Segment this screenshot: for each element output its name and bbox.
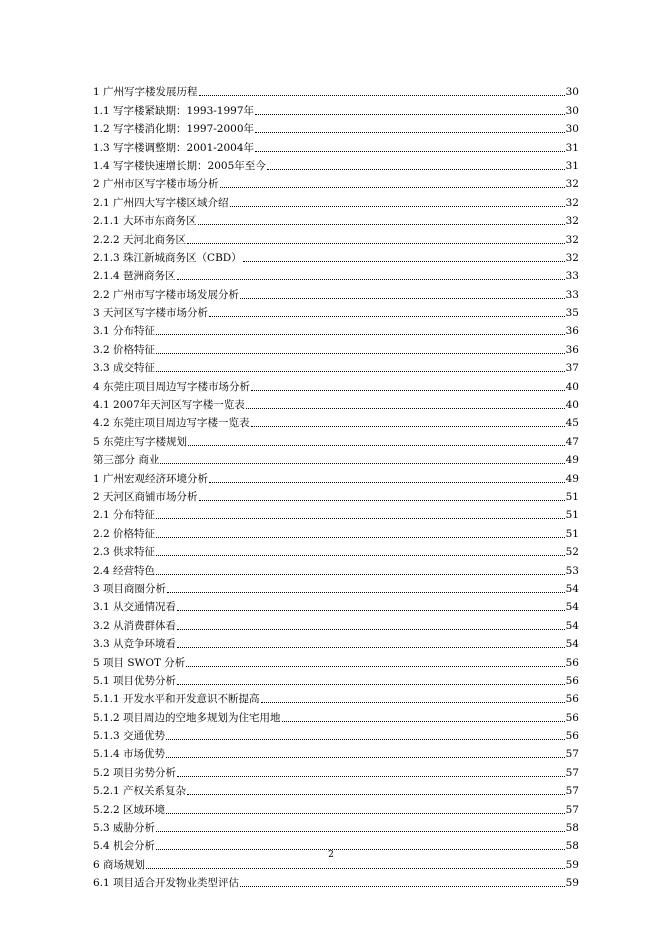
toc-entry[interactable] [93, 521, 579, 539]
toc-entry[interactable] [93, 135, 579, 153]
toc-dot-leader [177, 279, 565, 280]
toc-dot-leader [255, 114, 565, 115]
toc-dot-leader [166, 739, 565, 740]
toc-dot-leader [251, 390, 565, 391]
toc-entry[interactable] [93, 632, 579, 650]
toc-entry[interactable] [93, 742, 579, 760]
toc-entry[interactable] [93, 246, 579, 264]
toc-entry[interactable] [93, 337, 579, 355]
toc-entry-page: 40 [565, 380, 579, 393]
toc-entry-page: 56 [565, 674, 579, 687]
toc-entry-title: 2.3 供求特征 [93, 546, 156, 559]
toc-entry-page: 58 [565, 822, 579, 835]
toc-entry[interactable] [93, 595, 579, 613]
toc-dot-leader [167, 592, 565, 593]
toc-entry-title: 2.2 广州市写字楼市场发展分析 [93, 288, 240, 301]
toc-entry[interactable] [93, 80, 579, 98]
toc-entry-title: 3.2 价格特征 [93, 343, 156, 356]
toc-entry-title: 3.2 从消费群体看 [93, 619, 177, 632]
toc-entry-page: 57 [565, 803, 579, 816]
toc-dot-leader [177, 647, 565, 648]
toc-entry-page: 56 [565, 711, 579, 724]
toc-entry-title: 3 项目商圈分析 [93, 582, 167, 595]
toc-entry-title: 5.4 机会分析 [93, 840, 156, 853]
toc-entry[interactable] [93, 687, 579, 705]
toc-entry[interactable] [93, 466, 579, 484]
toc-dot-leader [156, 518, 565, 519]
toc-entry-page: 31 [565, 141, 579, 154]
table-of-contents [93, 80, 579, 889]
toc-entry-page: 32 [565, 233, 579, 246]
toc-dot-leader [220, 187, 565, 188]
toc-entry-title: 5.1.3 交通优势 [93, 730, 166, 743]
toc-dot-leader [209, 316, 565, 317]
toc-entry-title: 1.1 写字楼紧缺期：1993-1997年 [93, 104, 255, 117]
toc-entry-page: 37 [565, 362, 579, 375]
toc-entry-title: 4.1 2007年天河区写字楼一览表 [93, 399, 245, 412]
toc-entry[interactable] [93, 209, 579, 227]
toc-dot-leader [166, 757, 565, 758]
toc-entry-page: 30 [565, 86, 579, 99]
toc-entry-title: 5.1.2 项目周边的空地多规划为住宅用地 [93, 711, 281, 724]
toc-entry-page: 40 [565, 399, 579, 412]
toc-dot-leader [146, 868, 565, 869]
toc-entry[interactable] [93, 98, 579, 116]
toc-entry-title: 2.1.1 大环市东商务区 [93, 215, 197, 228]
toc-entry-title: 5.2 项目劣势分析 [93, 766, 177, 779]
toc-entry-page: 58 [565, 840, 579, 853]
toc-dot-leader [246, 408, 565, 409]
toc-entry-page: 52 [565, 546, 579, 559]
toc-dot-leader [156, 353, 565, 354]
toc-entry[interactable] [93, 154, 579, 172]
toc-dot-leader [187, 794, 565, 795]
toc-entry-title: 第三部分 商业 [93, 454, 160, 467]
toc-entry[interactable] [93, 172, 579, 190]
page-number: 2 [328, 850, 334, 860]
toc-entry[interactable] [93, 705, 579, 723]
toc-entry-page: 32 [565, 178, 579, 191]
toc-dot-leader [186, 666, 564, 667]
toc-entry-page: 57 [565, 766, 579, 779]
toc-entry-title: 4.2 东莞庄项目周边写字楼一览表 [93, 417, 250, 430]
toc-entry-title: 2 广州市区写字楼市场分析 [93, 178, 219, 191]
toc-entry[interactable] [93, 871, 579, 889]
toc-entry-title: 5 项目 SWOT 分析 [93, 656, 186, 669]
toc-entry[interactable] [93, 503, 579, 521]
toc-dot-leader [198, 224, 565, 225]
toc-entry-page: 56 [565, 730, 579, 743]
toc-dot-leader [251, 426, 565, 427]
toc-dot-leader [160, 463, 564, 464]
toc-entry-page: 32 [565, 215, 579, 228]
toc-entry-title: 4 东莞庄项目周边写字楼市场分析 [93, 380, 251, 393]
toc-entry-title: 2.2 价格特征 [93, 527, 156, 540]
toc-dot-leader [156, 371, 565, 372]
toc-entry-page: 57 [565, 785, 579, 798]
toc-entry-page: 56 [565, 656, 579, 669]
toc-dot-leader [156, 574, 565, 575]
toc-entry-title: 1 广州写字楼发展历程 [93, 86, 198, 99]
toc-entry[interactable] [93, 816, 579, 834]
toc-entry[interactable] [93, 760, 579, 778]
toc-entry-page: 33 [565, 270, 579, 283]
toc-dot-leader [209, 482, 565, 483]
toc-entry-page: 57 [565, 748, 579, 761]
toc-entry-page: 59 [565, 858, 579, 871]
toc-entry-page: 32 [565, 251, 579, 264]
toc-entry-title: 1.4 写字楼快速增长期：2005年至今 [93, 159, 266, 172]
toc-entry-title: 2.1 广州四大写字楼区域介绍 [93, 196, 229, 209]
toc-entry[interactable] [93, 356, 579, 374]
toc-entry-title: 2.4 经营特色 [93, 564, 156, 577]
toc-entry-page: 54 [565, 638, 579, 651]
toc-entry[interactable] [93, 558, 579, 576]
toc-entry-page: 36 [565, 325, 579, 338]
toc-entry[interactable] [93, 613, 579, 631]
toc-entry[interactable] [93, 485, 579, 503]
toc-entry-title: 5 东莞庄写字楼规划 [93, 435, 188, 448]
toc-entry-page: 45 [565, 417, 579, 430]
toc-entry-title: 2.1.3 珠江新城商务区（CBD） [93, 251, 242, 264]
toc-entry-page: 51 [565, 509, 579, 522]
toc-entry-page: 49 [565, 472, 579, 485]
toc-entry-title: 5.2.1 产权关系复杂 [93, 785, 187, 798]
toc-entry-title: 5.2.2 区域环境 [93, 803, 166, 816]
toc-entry-page: 47 [565, 435, 579, 448]
toc-dot-leader [156, 334, 565, 335]
toc-entry[interactable] [93, 448, 579, 466]
toc-entry-page: 33 [565, 288, 579, 301]
toc-entry[interactable] [93, 577, 579, 595]
toc-entry-page: 51 [565, 527, 579, 540]
toc-entry-title: 1.2 写字楼消化期：1997-2000年 [93, 123, 255, 136]
toc-dot-leader [255, 132, 565, 133]
toc-entry-title: 6.1 项目适合开发物业类型评估 [93, 877, 240, 890]
toc-entry-title: 5.1 项目优势分析 [93, 674, 177, 687]
toc-entry-page: 54 [565, 619, 579, 632]
toc-entry[interactable] [93, 540, 579, 558]
toc-entry[interactable] [93, 393, 579, 411]
toc-dot-leader [199, 95, 565, 96]
toc-entry-page: 32 [565, 196, 579, 209]
toc-entry-title: 5.1.1 开发水平和开发意识不断提高 [93, 693, 260, 706]
toc-entry[interactable] [93, 669, 579, 687]
toc-dot-leader [156, 537, 565, 538]
toc-entry-title: 2 天河区商铺市场分析 [93, 490, 198, 503]
toc-dot-leader [187, 243, 565, 244]
toc-dot-leader [282, 721, 565, 722]
toc-entry[interactable] [93, 227, 579, 245]
toc-entry-page: 56 [565, 693, 579, 706]
toc-entry[interactable] [93, 411, 579, 429]
toc-dot-leader [230, 206, 565, 207]
toc-entry-title: 3 天河区写字楼市场分析 [93, 307, 209, 320]
toc-entry-page: 53 [565, 564, 579, 577]
toc-entry[interactable] [93, 190, 579, 208]
toc-entry-page: 59 [565, 877, 579, 890]
toc-dot-leader [177, 776, 565, 777]
toc-dot-leader [261, 702, 565, 703]
toc-dot-leader [243, 261, 565, 262]
toc-entry-page: 54 [565, 601, 579, 614]
toc-entry-title: 5.3 威胁分析 [93, 822, 156, 835]
toc-entry-title: 2.2.2 天河北商务区 [93, 233, 187, 246]
toc-entry-page: 51 [565, 490, 579, 503]
toc-entry[interactable] [93, 797, 579, 815]
toc-entry[interactable] [93, 374, 579, 392]
toc-dot-leader [177, 610, 565, 611]
toc-entry[interactable] [93, 650, 579, 668]
toc-entry-title: 6 商场规划 [93, 858, 146, 871]
toc-entry-title: 3.3 成交特征 [93, 362, 156, 375]
toc-dot-leader [156, 555, 565, 556]
toc-entry[interactable] [93, 724, 579, 742]
toc-entry-page: 35 [565, 307, 579, 320]
toc-dot-leader [240, 886, 565, 887]
toc-entry-title: 2.1 分布特征 [93, 509, 156, 522]
toc-entry-page: 30 [565, 123, 579, 136]
toc-entry-title: 3.1 分布特征 [93, 325, 156, 338]
toc-entry-title: 1.3 写字楼调整期：2001-2004年 [93, 141, 255, 154]
toc-entry-title: 3.3 从竞争环境看 [93, 638, 177, 651]
toc-entry-title: 2.1.4 琶洲商务区 [93, 270, 176, 283]
toc-dot-leader [199, 500, 565, 501]
toc-entry-page: 31 [565, 159, 579, 172]
toc-entry-title: 1 广州宏观经济环境分析 [93, 472, 209, 485]
toc-dot-leader [177, 629, 565, 630]
toc-entry[interactable] [93, 429, 579, 447]
toc-entry[interactable] [93, 779, 579, 797]
toc-dot-leader [267, 169, 565, 170]
toc-entry[interactable] [93, 117, 579, 135]
toc-entry-page: 36 [565, 343, 579, 356]
toc-dot-leader [177, 684, 565, 685]
toc-entry[interactable] [93, 319, 579, 337]
toc-entry[interactable] [93, 282, 579, 300]
toc-entry-title: 3.1 从交通情况看 [93, 601, 177, 614]
toc-entry-page: 30 [565, 104, 579, 117]
toc-dot-leader [188, 445, 565, 446]
toc-dot-leader [255, 151, 565, 152]
toc-entry-page: 54 [565, 582, 579, 595]
toc-dot-leader [166, 813, 565, 814]
toc-entry-page: 49 [565, 454, 579, 467]
toc-entry[interactable] [93, 264, 579, 282]
toc-dot-leader [240, 298, 565, 299]
toc-entry[interactable] [93, 301, 579, 319]
toc-entry-title: 5.1.4 市场优势 [93, 748, 166, 761]
toc-dot-leader [156, 831, 565, 832]
